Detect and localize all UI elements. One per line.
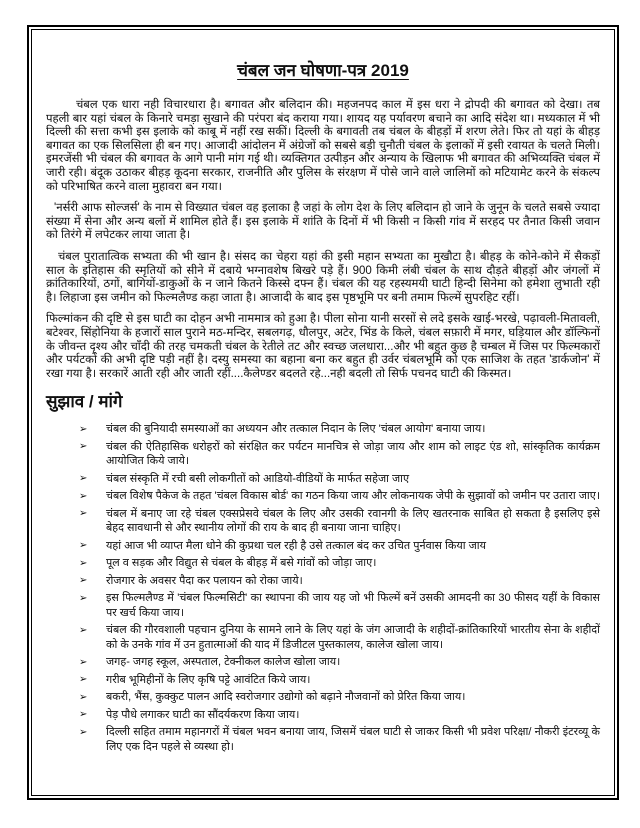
list-item-text: चंबल की ऐतिहासिक धरोहरों को संरक्षित कर पर्यटन मानचित्र से जोड़ा जाय और शाम को लाइट एंड शो, सांस्कृतिक कार्यक्रम आयोजित किये जाये।: [106, 440, 600, 468]
list-item: [79, 690, 600, 705]
list-item-text: गरीब भूमिहीनों के लिए कृषि पट्टे आवंटित किये जाय।: [106, 673, 311, 686]
list-item: [79, 472, 600, 487]
list-item-text: रोजगार के अवसर पैदा कर पलायन को रोका जाये।: [106, 574, 303, 587]
list-item-text: चंबल की बुनियादी समस्याओं का अध्ययन और तत्काल निदान के लिए 'चंबल आयोग' बनाया जाय।: [106, 423, 486, 436]
list-item: [79, 539, 600, 554]
list-item-text: चंबल विशेष पैकेज के तहत 'चंबल विकास बोर्ड' का गठन किया जाय और लोकनायक जेपी के सुझावों को जमीन पर उतारा जाए।: [106, 490, 600, 503]
list-item: [79, 556, 600, 571]
list-item-text: चंबल में बनाए जा रहे चंबल एक्सप्रेसवे चंबल के लिए और उसकी रवानगी के लिए खतरनाक साबित हो सकता है इसलिए इसे बेहद सावधानी से और स्थानीय लोगों की राय के बाद ही बनाया जाना चाहिए।: [106, 507, 600, 535]
arrow-bullet-icon: ➢: [79, 473, 88, 485]
arrow-bullet-icon: ➢: [79, 691, 88, 703]
paragraph-filmland: फिल्मांकन की दृष्टि से इस घाटी का दोहन अभी नाममात्र को हुआ है। पीला सोना यानी सरसों से लदे इसके खाई-भरखे, पढ़ावली-मितावली, बटेश्वर, सिंहोनिया के हजारों साल पुराने मठ-मन्दिर, सबलगढ़, धौलपुर, अटेर, भिंड के किले, चंबल सफ़ारी में मगर, घड़ियाल और डॉल्फिनों के जीवन्त दृश्य और चाँदी की तरह चमकती चंबल के रेतीले तट और स्वच्छ जलधारा...और भी बहुत कुछ है चम्बल में जिस पर फिल्मकारों और पर्यटकों की अभी दृष्टि पड़ी नहीं है। दस्यु समस्या का बहाना बना कर बहुत ही उर्वर चंबलभूमि को एक साजिश के तहत 'डार्कजोन' में रखा गया है। सरकारें आती रही और जाती रहीं....कैलेण्डर बदलते रहे...नही बदली तो सिर्फ पचनद घाटी की किस्मत।: [46, 313, 600, 380]
arrow-bullet-icon: ➢: [79, 540, 88, 552]
arrow-bullet-icon: ➢: [79, 624, 88, 636]
list-item: [79, 574, 600, 589]
demands-list: [79, 422, 600, 754]
list-item-text: इस फिल्मलैण्ड में 'चंबल फिल्मसिटी' का स्थापना की जाय यह जो भी फिल्में बनें उसकी आमदनी का 30 फीसद यहीं के विकास पर खर्च किया जाय।: [106, 592, 600, 619]
paragraph-heritage: चंबल पुरातात्विक सभ्यता की भी खान है। संसद का चेहरा यहां की इसी महान सभ्यता का मुखौटा है। बीहड़ के कोने-कोने में सैकड़ों साल के इतिहास की स्मृतियों को सीने में दबाये भग्नावशेष बिखरे पड़े हैं। 900 किमी लंबी चंबल के साथ दौड़ते बीहड़ों और जंगलों में क्रांतिकारियों, ठगों, बागियों-डाकुओं के न जाने कितने किस्से दफ्न हैं। चंबल की यह रहस्यमयी घाटी हिन्दी सिनेमा को हमेशा लुभाती रही है। लिहाजा इस जमीन को फिल्मलैण्ड कहा जाता है। आजादी के बाद इस पृष्ठभूमि पर बनी तमाम फिल्में सुपरहिट रहीं।: [46, 250, 600, 304]
arrow-bullet-icon: ➢: [79, 490, 88, 502]
list-item-text: पूल व सड़क और विद्युत से चंबल के बीहड़ में बसे गांवों को जोड़ा जाए।: [106, 557, 377, 570]
list-item-text: चंबल की गौरवशाली पहचान दुनिया के सामने लाने के लिए यहां के जंग आजादी के शहीदों-क्रांतिकारियों भारतीय सेना के शहीदों को के उनके गांव में उन हुतात्माओं की याद में डिजीटल पुस्तकालय, कालेज खोला जाय।: [106, 624, 600, 651]
document-page: [31, 29, 615, 796]
arrow-bullet-icon: ➢: [79, 726, 88, 738]
arrow-bullet-icon: ➢: [79, 557, 88, 569]
list-item: [79, 725, 600, 754]
list-item-text: चंबल संस्कृति में रची बसी लोकगीतों को आडियो-वीडियों के मार्फत सहेजा जाए: [106, 472, 410, 485]
arrow-bullet-icon: ➢: [79, 592, 88, 604]
paragraph-intro: चंबल एक धारा नही विचारधारा है। बगावत और बलिदान की। महजनपद काल में इस धरा ने द्रोपदी की बगावत को देखा। तब पहली बार यहां चंबल के किनारे चमड़ा सुखाने की परंपरा बंद कराया गया। शायद यह पर्यावरण बचाने का आदि संदेश था। मध्यकाल में भी दिल्ली की सत्ता कभी इस इलाके को काबू में नहीं रख सकीं। दिल्ली के बगावती तब चंबल के बीहड़ों में शरण लेते। फिर तो यहां के बीहड़ बगावत का एक सिलसिला ही बन गए। आजादी आंदोलन में अंग्रेजों को सबसे बड़ी चुनौती चंबल के इलाकों में इसी रवायत के चलते मिली। इमरजेंसी भी चंबल की बगावत के आगे पानी मांग गई थी। व्यक्तिगत उत्पीड़न और अन्याय के खिलाफ भी बगावत की अभिव्यक्ति चंबल में जारी रही। बंदूक उठाकर बीहड़ कूदना सरकार, राजनीति और पुलिस के संरक्षण में पोसे जाने वाले जालिमों को मटियामेट करने के संकल्प को परिभाषित करने वाला मुहावरा बन गया।: [46, 99, 600, 193]
arrow-bullet-icon: ➢: [79, 441, 88, 453]
page-title: चंबल जन घोषणा-पत्र 2019: [237, 61, 409, 80]
list-item: [79, 507, 600, 536]
list-item: [79, 422, 600, 437]
list-item: [79, 708, 600, 723]
list-item-text: यहां आज भी व्याप्त मैला धोने की कुप्रथा चल रही है उसे तत्काल बंद कर उचित पुर्नवास किया जाय: [106, 539, 487, 552]
arrow-bullet-icon: ➢: [79, 575, 88, 587]
list-item: [79, 591, 600, 620]
arrow-bullet-icon: ➢: [79, 674, 88, 686]
list-item: [79, 623, 600, 652]
list-item-text: पेड़ पौधे लगाकर घाटी का सौंदर्यकरण किया जाय।: [106, 708, 300, 721]
list-item: [79, 655, 600, 670]
arrow-bullet-icon: ➢: [79, 709, 88, 721]
list-item: [79, 440, 600, 469]
paragraph-nursery-of-soldiers: 'नर्सरी आफ सोल्जर्स' के नाम से विख्यात चंबल वह इलाका है जहां के लोग देश के लिए बलिदान हो जाने के जुनून के चलते सबसे ज्यादा संख्या में सेना और अन्य बलों में शामिल होते हैं। इस इलाके में शांति के दिनों में भी किसी न किसी गांव में सरहद पर तैनात किसी जवान को तिरंगे में लपेटकर लाया जाता है।: [46, 202, 600, 242]
arrow-bullet-icon: ➢: [79, 656, 88, 668]
list-item-text: बकरी, भैंस, कुक्कुट पालन आदि स्वरोजगार उद्योगो को बढ़ाने नौजवानों को प्रेरित किया जाय।: [106, 691, 466, 704]
list-item-text: दिल्ली सहित तमाम महानगरों में चंबल भवन बनाया जाय, जिसमें चंबल घाटी से जाकर किसी भी प्रवेश परिक्षा/ नौकरी इंटरव्यू के लिए एक दिन पहले से व्यस्था हो।: [106, 726, 600, 753]
arrow-bullet-icon: ➢: [79, 508, 88, 520]
section-heading-suggestions: सुझाव / मांगे: [46, 392, 123, 412]
list-item: [79, 489, 600, 504]
list-item-text: जगह- जगह स्कूल, अस्पताल, टेक्नीकल कालेज खोला जाय।: [106, 656, 341, 669]
list-item: [79, 673, 600, 688]
arrow-bullet-icon: ➢: [79, 423, 88, 435]
